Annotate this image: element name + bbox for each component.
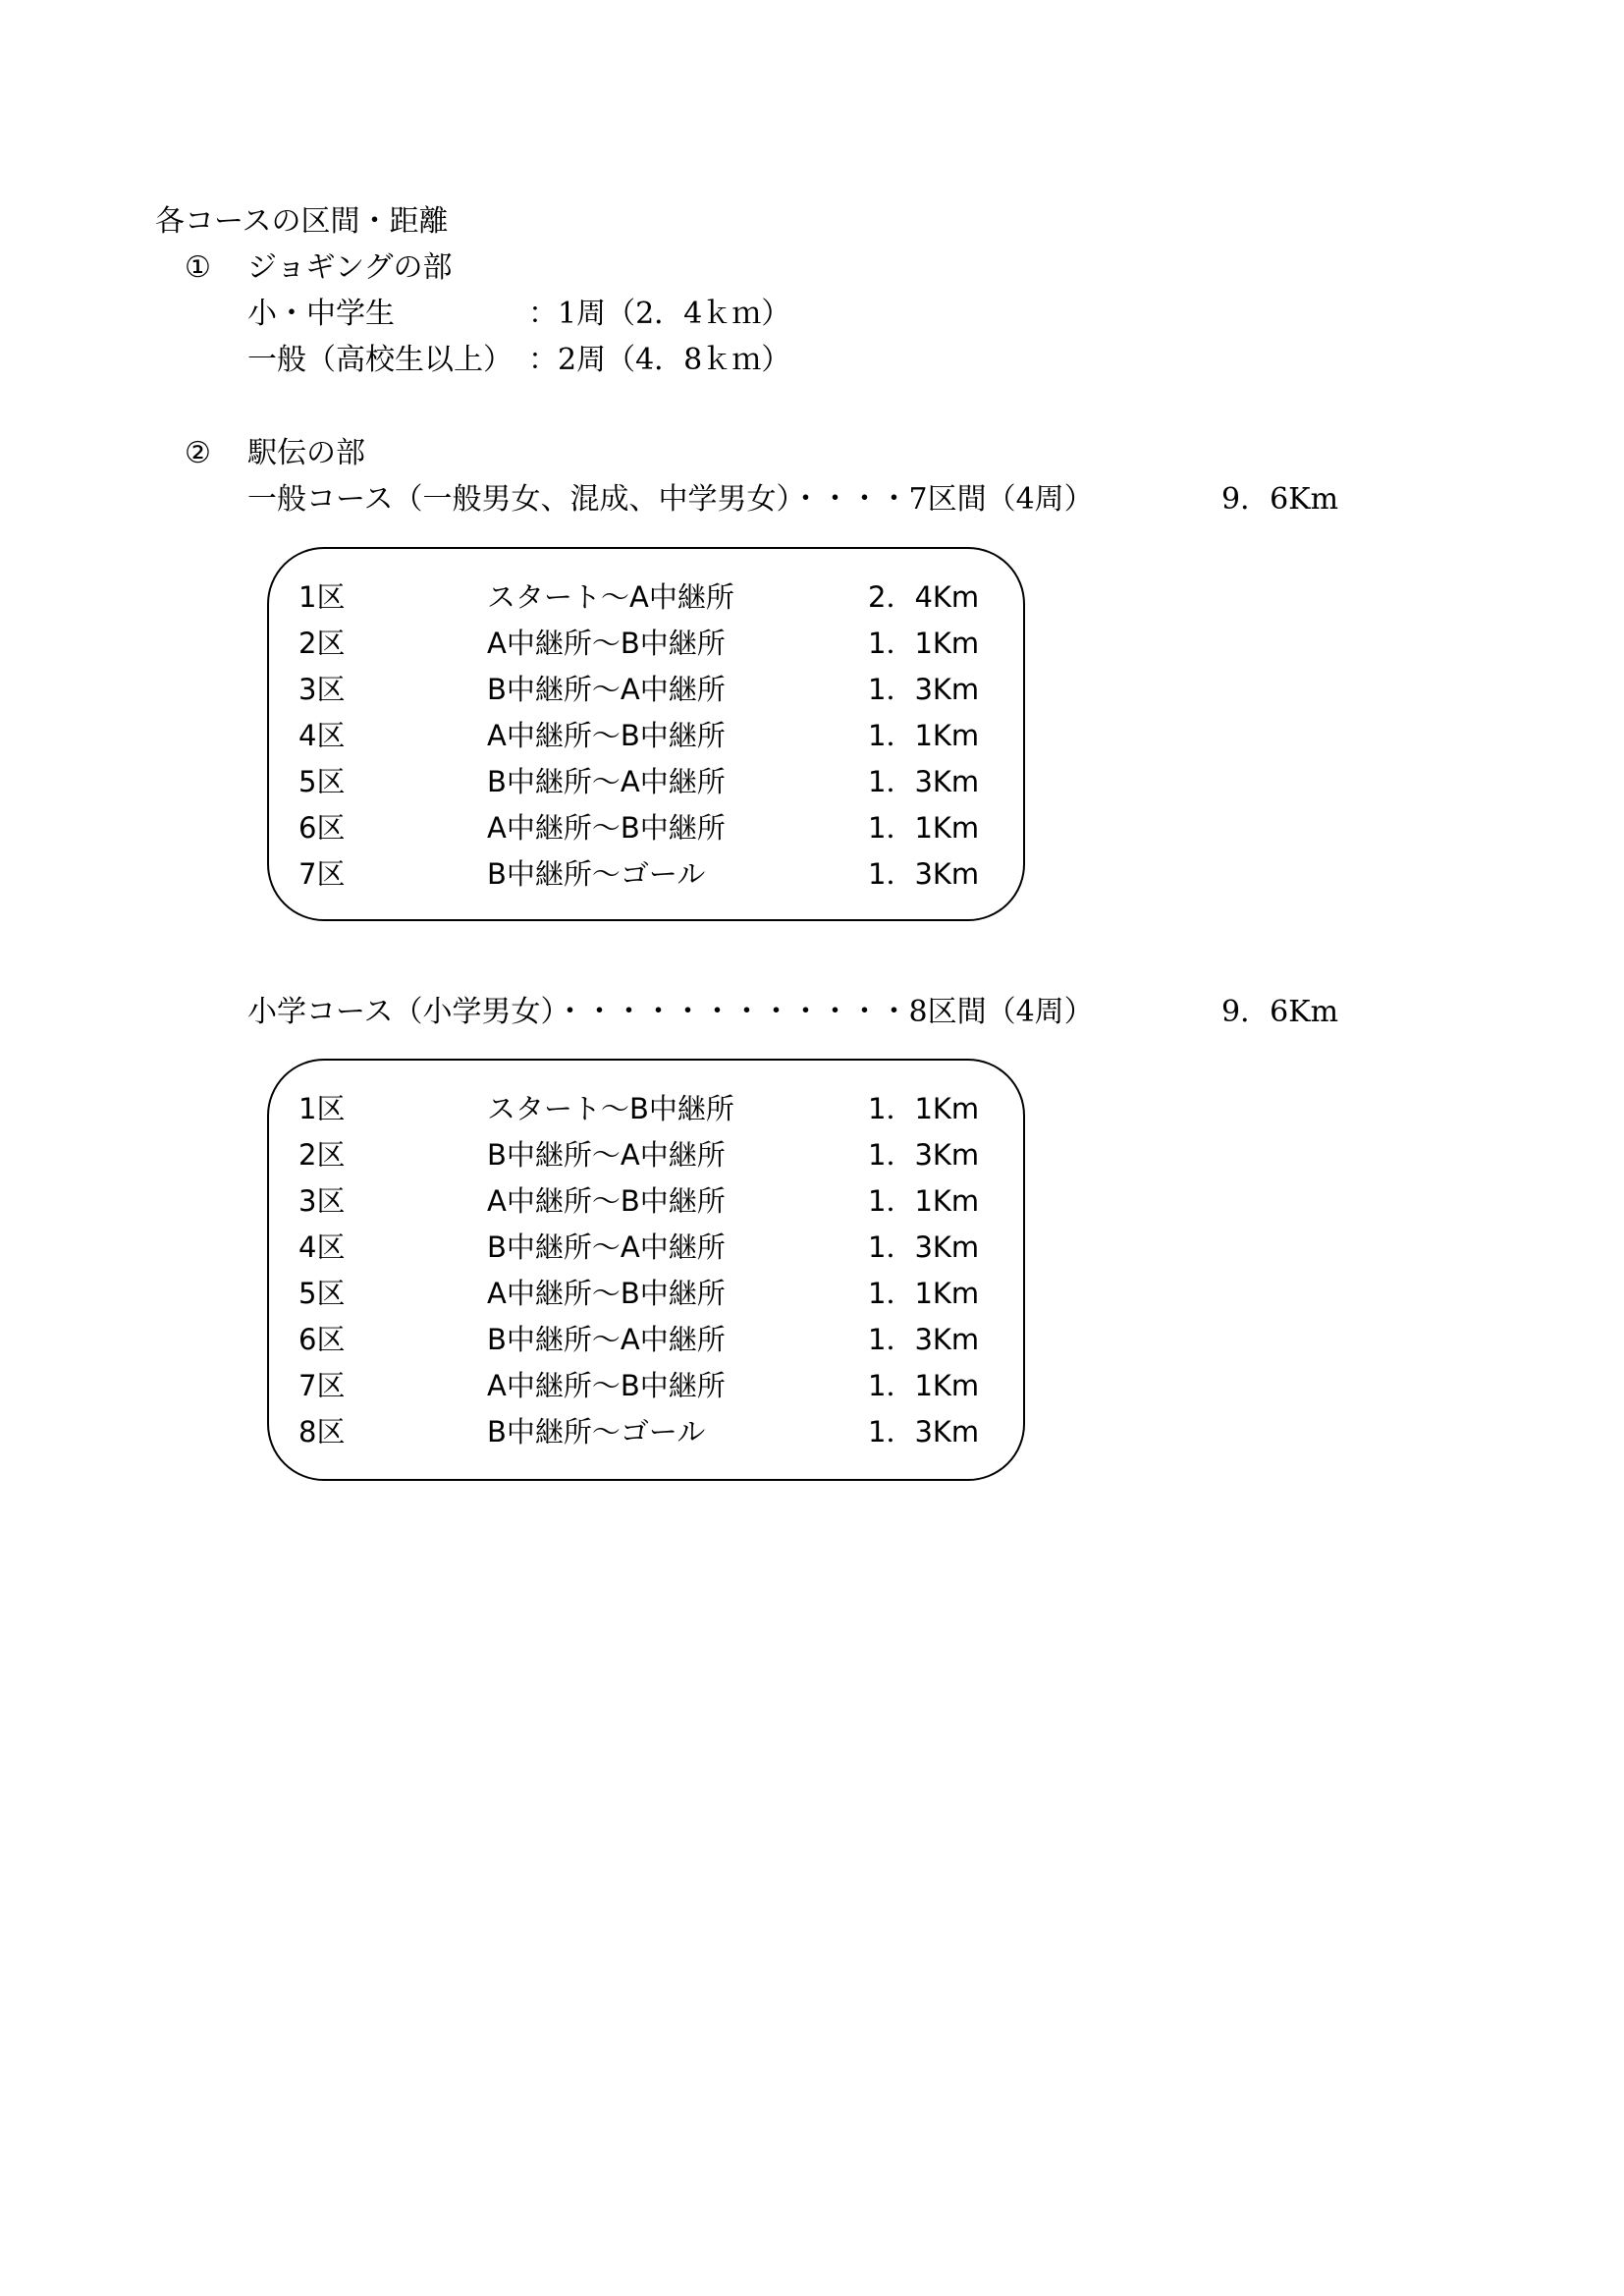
section-distance: 1．3Km [868, 1138, 980, 1172]
section-number: 4区 [298, 719, 346, 752]
section-number: 1区 [298, 1092, 346, 1125]
section-distance: 1．3Km [868, 1415, 980, 1449]
section-number: 2区 [298, 627, 346, 660]
table-row [269, 759, 1023, 805]
section-number: 8区 [298, 1415, 346, 1449]
section-number: 7区 [298, 857, 346, 891]
table-row [269, 1409, 1023, 1455]
section-distance: 1．1Km [868, 1092, 980, 1125]
section-distance: 1．1Km [868, 627, 980, 660]
section-number: 5区 [298, 1277, 346, 1310]
section-route: B中継所～ゴール [487, 857, 706, 891]
ekiden-marker: ② [185, 436, 211, 470]
section-route: A中継所～B中継所 [487, 719, 726, 752]
table-row [269, 667, 1023, 713]
section-route: A中継所～B中継所 [487, 1369, 726, 1402]
section-route: A中継所～B中継所 [487, 627, 726, 660]
section-number: 2区 [298, 1138, 346, 1172]
jogging-row-label: 一般（高校生以上） [247, 343, 513, 377]
table-row [269, 1271, 1023, 1317]
table-row [269, 1178, 1023, 1225]
jogging-row-label: 小・中学生 [247, 297, 395, 331]
section-distance: 1．3Km [868, 1323, 980, 1356]
section-route: B中継所～ゴール [487, 1415, 706, 1449]
section-distance: 1．1Km [868, 1369, 980, 1402]
section-route: A中継所～B中継所 [487, 1184, 726, 1218]
section-route: B中継所～A中継所 [487, 1323, 726, 1356]
section-distance: 1．1Km [868, 811, 980, 845]
section-distance: 1．1Km [868, 1184, 980, 1218]
section-number: 4区 [298, 1230, 346, 1264]
section-distance: 1．1Km [868, 719, 980, 752]
section-distance: 1．1Km [868, 1277, 980, 1310]
section-distance: 1．3Km [868, 765, 980, 798]
section-route: B中継所～A中継所 [487, 1230, 726, 1264]
table-row [269, 1225, 1023, 1271]
section-table-general [267, 547, 1025, 921]
section-distance: 2．4Km [868, 580, 980, 614]
section-number: 1区 [298, 580, 346, 614]
section-distance: 1．3Km [868, 1230, 980, 1264]
table-row [269, 1086, 1023, 1132]
page-title: 各コースの区間・距離 [155, 204, 449, 239]
table-row [269, 621, 1023, 667]
course-total-distance: 9．6Km [1221, 482, 1339, 517]
section-route: B中継所～A中継所 [487, 765, 726, 798]
jogging-marker: ① [185, 250, 211, 285]
table-row [269, 1363, 1023, 1409]
section-distance: 1．3Km [868, 857, 980, 891]
section-route: A中継所～B中継所 [487, 1277, 726, 1310]
section-route: A中継所～B中継所 [487, 811, 726, 845]
table-row [269, 805, 1023, 851]
course-name: 小学コース（小学男女）・・・・・・・・・・・・8区間（4周） [247, 995, 1094, 1029]
jogging-row-value: ：2周（4．8ｋｍ） [528, 343, 791, 377]
course-name: 一般コース（一般男女、混成、中学男女）・・・・7区間（4周） [247, 482, 1094, 517]
table-row [269, 1132, 1023, 1178]
section-route: B中継所～A中継所 [487, 673, 726, 706]
section-number: 3区 [298, 1184, 346, 1218]
table-row [269, 574, 1023, 621]
jogging-heading: ジョギングの部 [247, 250, 453, 285]
section-number: 6区 [298, 1323, 346, 1356]
table-row [269, 713, 1023, 759]
section-table-elementary [267, 1059, 1025, 1481]
table-row [269, 1317, 1023, 1363]
section-route: スタート～A中継所 [487, 580, 734, 614]
ekiden-heading: 駅伝の部 [247, 436, 365, 470]
section-number: 7区 [298, 1369, 346, 1402]
jogging-row-value: ：1周（2．4ｋｍ） [528, 297, 791, 331]
section-route: スタート～B中継所 [487, 1092, 734, 1125]
section-route: B中継所～A中継所 [487, 1138, 726, 1172]
table-row [269, 851, 1023, 898]
section-number: 5区 [298, 765, 346, 798]
course-total-distance: 9．6Km [1221, 995, 1339, 1029]
section-number: 6区 [298, 811, 346, 845]
section-distance: 1．3Km [868, 673, 980, 706]
section-number: 3区 [298, 673, 346, 706]
